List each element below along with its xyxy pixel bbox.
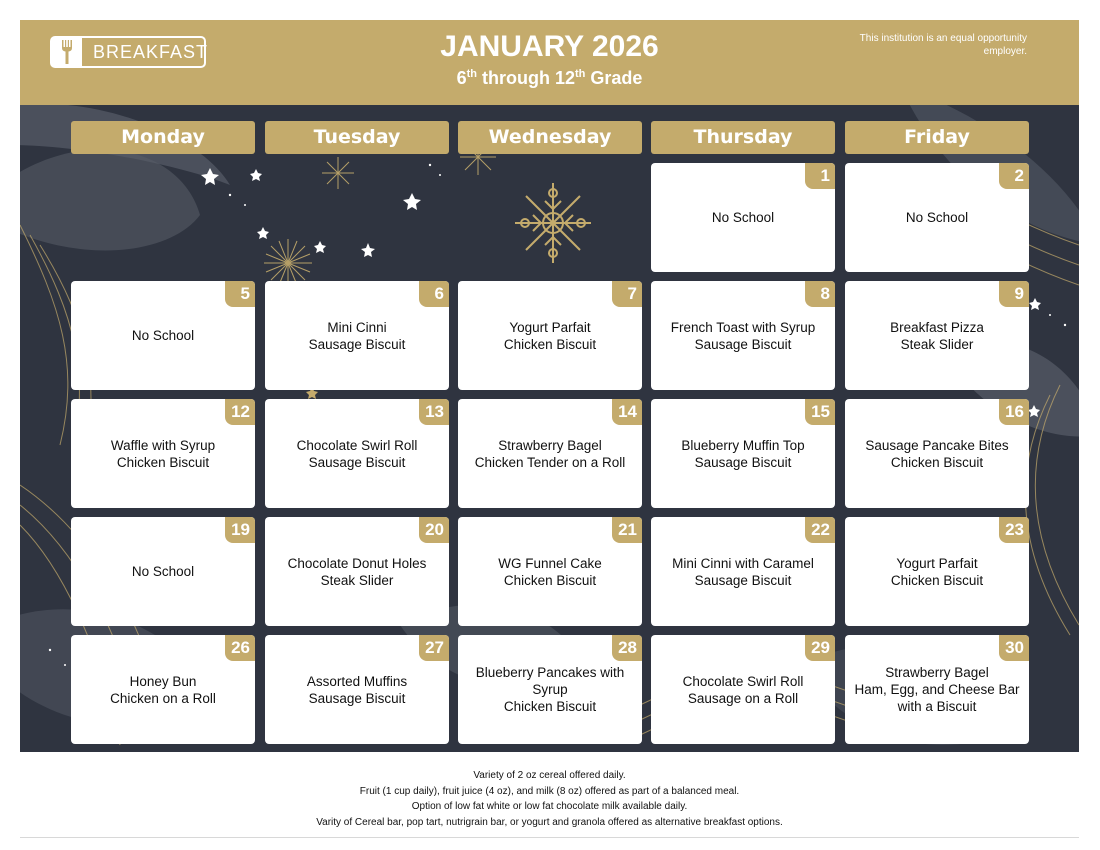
day-number: 7	[612, 281, 642, 307]
menu-item: No School	[131, 328, 195, 343]
calendar-day-cell	[845, 635, 1029, 744]
menu-item: Chicken Tender on a Roll	[474, 454, 626, 470]
page-title: JANUARY 2026	[440, 30, 659, 63]
menu-item: Blueberry Muffin Top	[681, 437, 805, 453]
menu-item: Chicken Biscuit	[503, 572, 597, 588]
menu-item: Chocolate Swirl Roll	[682, 673, 804, 689]
day-number: 13	[419, 399, 449, 425]
menu-item: Yogurt Parfait	[896, 555, 978, 571]
grade-subtitle: 6th through 12th Grade	[456, 68, 643, 88]
menu-item: Sausage Biscuit	[694, 336, 792, 352]
day-number: 9	[999, 281, 1029, 307]
menu-header	[20, 20, 1079, 105]
day-number: 5	[225, 281, 255, 307]
footer-divider	[20, 837, 1079, 838]
equal-opportunity-notice: This institution is an equal opportunity employer.	[859, 33, 1027, 57]
calendar-day-cell	[458, 517, 642, 626]
day-number: 28	[612, 635, 642, 661]
logo-text: BREAKFAST	[93, 42, 209, 62]
menu-item: Chicken Biscuit	[116, 454, 210, 470]
day-number: 19	[225, 517, 255, 543]
day-number: 26	[225, 635, 255, 661]
footer-note: Option of low fat white or low fat chocolate milk available daily.	[411, 801, 688, 812]
calendar-day-cell	[265, 635, 449, 744]
menu-item: Strawberry Bagel	[498, 437, 602, 453]
day-header-thursday: Thursday	[651, 121, 835, 154]
menu-item: Steak Slider	[900, 336, 974, 352]
menu-item: Chocolate Donut Holes	[287, 555, 427, 571]
menu-item: Chicken Biscuit	[503, 699, 597, 714]
menu-item: Sausage Biscuit	[308, 690, 406, 706]
menu-item: Strawberry Bagel	[885, 665, 989, 680]
menu-item: French Toast with Syrup	[670, 319, 816, 335]
day-header-tuesday: Tuesday	[265, 121, 449, 154]
menu-item: Honey Bun	[129, 673, 197, 689]
calendar-day-cell	[845, 163, 1029, 272]
day-number: 22	[805, 517, 835, 543]
calendar-day-cell	[845, 517, 1029, 626]
menu-item: Chocolate Swirl Roll	[296, 437, 418, 453]
day-number: 16	[999, 399, 1029, 425]
menu-item: Blueberry Pancakes with Syrup	[475, 665, 625, 697]
day-number: 8	[805, 281, 835, 307]
menu-item: Sausage on a Roll	[687, 690, 799, 706]
day-number: 29	[805, 635, 835, 661]
calendar-board	[20, 105, 1079, 752]
menu-item: Chicken Biscuit	[503, 336, 597, 352]
calendar-day-cell	[265, 517, 449, 626]
day-number: 12	[225, 399, 255, 425]
calendar-day-cell	[458, 635, 642, 744]
footer-note: Variety of 2 oz cereal offered daily.	[473, 770, 626, 781]
footer-note: Varity of Cereal bar, pop tart, nutrigrain bar, or yogurt and granola offered as alternative breakfast options.	[316, 816, 783, 828]
day-number: 14	[612, 399, 642, 425]
calendar-day-cell	[265, 281, 449, 390]
calendar-day-cell	[845, 281, 1029, 390]
menu-item: No School	[711, 210, 775, 225]
calendar-day-cell	[651, 399, 835, 508]
menu-item: Steak Slider	[320, 572, 394, 588]
menu-item: Sausage Biscuit	[694, 572, 792, 588]
day-number: 27	[419, 635, 449, 661]
day-number: 6	[419, 281, 449, 307]
calendar-day-cell	[71, 517, 255, 626]
menu-item: Yogurt Parfait	[509, 319, 591, 335]
calendar-day-cell	[458, 399, 642, 508]
menu-item: Chicken on a Roll	[110, 690, 216, 706]
day-number: 30	[999, 635, 1029, 661]
day-header-wednesday: Wednesday	[458, 121, 642, 154]
menu-item: Sausage Biscuit	[308, 454, 406, 470]
calendar-day-cell	[71, 399, 255, 508]
menu-item: Sausage Biscuit	[308, 336, 406, 352]
menu-item: WG Funnel Cake	[498, 555, 602, 571]
day-header-monday: Monday	[71, 121, 255, 154]
calendar-day-cell	[845, 399, 1029, 508]
day-number: 15	[805, 399, 835, 425]
menu-item: Assorted Muffins	[306, 673, 408, 689]
calendar-day-cell	[651, 163, 835, 272]
calendar-day-cell	[651, 517, 835, 626]
menu-item: Mini Cinni	[327, 319, 387, 335]
menu-item: No School	[905, 210, 969, 225]
menu-item: Chicken Biscuit	[890, 572, 984, 588]
day-header-friday: Friday	[845, 121, 1029, 154]
calendar-day-cell	[651, 281, 835, 390]
day-number: 1	[805, 163, 835, 189]
footer-note: Fruit (1 cup daily), fruit juice (4 oz), and milk (8 oz) offered as part of a balanced meal.	[359, 785, 740, 797]
menu-item: Chicken Biscuit	[890, 454, 984, 470]
menu-item: Sausage Pancake Bites	[865, 437, 1009, 453]
menu-item: Ham, Egg, and Cheese Bar with a Biscuit	[854, 682, 1020, 714]
day-number: 21	[612, 517, 642, 543]
menu-footer-notes	[20, 768, 1079, 830]
menu-item: Breakfast Pizza	[890, 319, 984, 335]
calendar-day-cell	[458, 281, 642, 390]
calendar-day-cell	[71, 281, 255, 390]
menu-item: Mini Cinni with Caramel	[672, 555, 814, 571]
calendar-day-cell	[71, 635, 255, 744]
day-number: 23	[999, 517, 1029, 543]
menu-item: Waffle with Syrup	[110, 437, 216, 453]
menu-item: No School	[131, 564, 195, 579]
day-number: 20	[419, 517, 449, 543]
calendar-day-cell	[651, 635, 835, 744]
menu-item: Sausage Biscuit	[694, 454, 792, 470]
day-number: 2	[999, 163, 1029, 189]
calendar-day-cell	[265, 399, 449, 508]
